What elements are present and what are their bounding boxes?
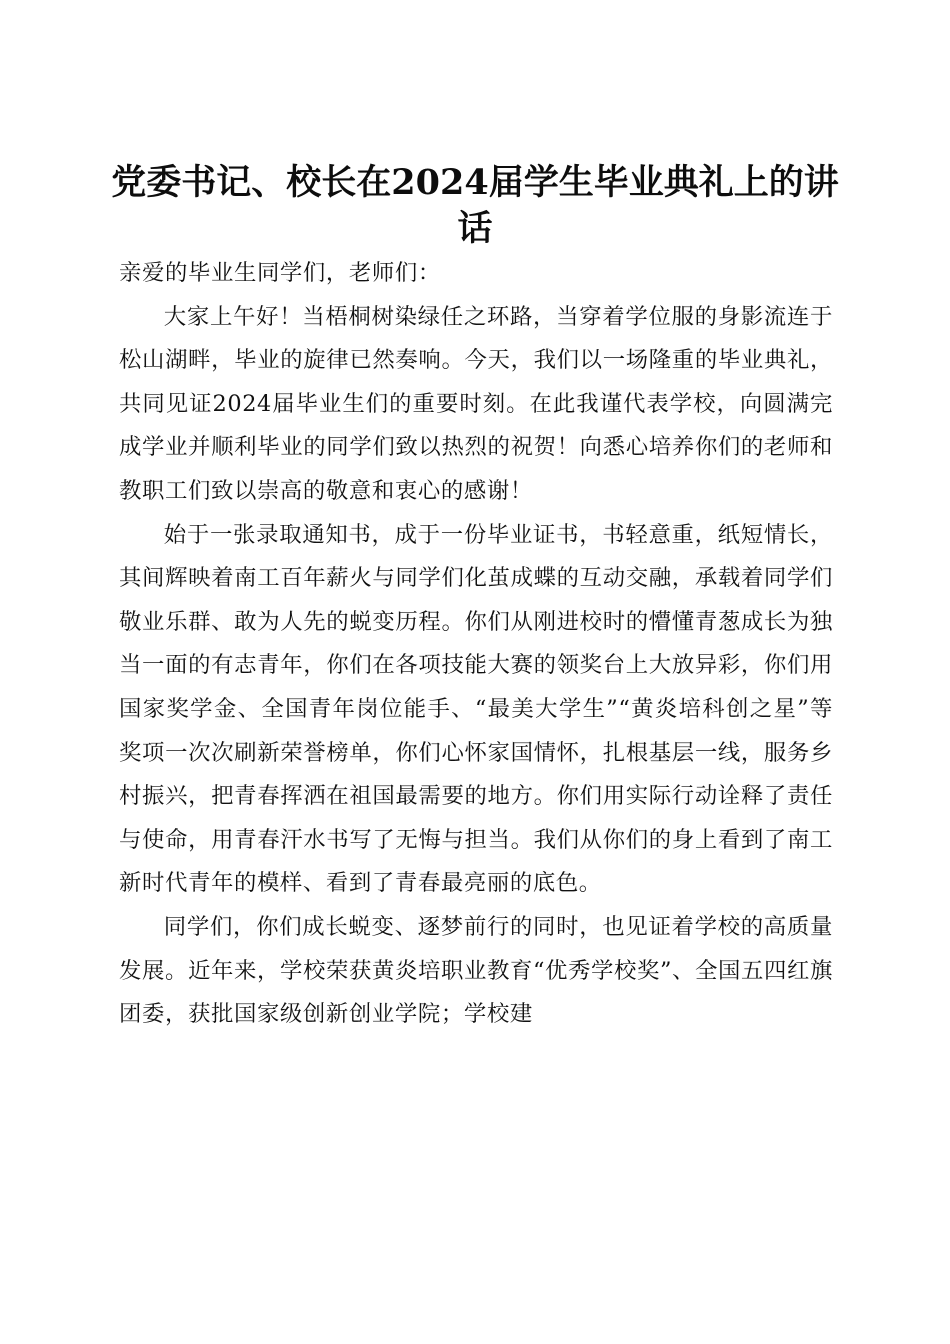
document-title: 党委书记、校长在2024届学生毕业典礼上的讲话 [111, 162, 839, 250]
document-body [119, 252, 833, 1037]
paragraph-student-growth: 始于一张录取通知书，成于一份毕业证书，书轻意重，纸短情长，其间辉映着南工百年薪火与同学们化茧成蝶的互动交融，承载着同学们敬业乐群、敢为人先的蜕变历程。你们从刚进校时的懵懂青葱成长为独当一面的有志青年，你们在各项技能大赛的领奖台上大放异彩，你们用国家奖学金、全国青年岗位能手、“最美大学生”“黄炎培科创之星”等奖项一次次刷新荣誉榜单，你们心怀家国情怀，扎根基层一线，服务乡村振兴，把青春挥洒在祖国最需要的地方。你们用实际行动诠释了责任与使命，用青春汗水书写了无悔与担当。我们从你们的身上看到了南工新时代青年的模样、看到了青春最亮丽的底色。 [119, 521, 833, 897]
paragraph-school-development: 同学们，你们成长蜕变、逐梦前行的同时，也见证着学校的高质量发展。近年来，学校荣获黄炎培职业教育“优秀学校奖”、全国五四红旗团委，获批国家级创新创业学院；学校建 [119, 913, 833, 1028]
salutation: 亲爱的毕业生同学们，老师们： [119, 260, 441, 286]
paragraph-opening: 大家上午好！当梧桐树染绿任之环路，当穿着学位服的身影流连于松山湖畔，毕业的旋律已然奏响。今天，我们以一场隆重的毕业典礼，共同见证2024届毕业生们的重要时刻。在此我谨代表学校，向圆满完成学业并顺利毕业的同学们致以热烈的祝贺！向悉心培养你们的老师和教职工们致以崇高的敬意和衷心的感谢！ [119, 303, 833, 504]
